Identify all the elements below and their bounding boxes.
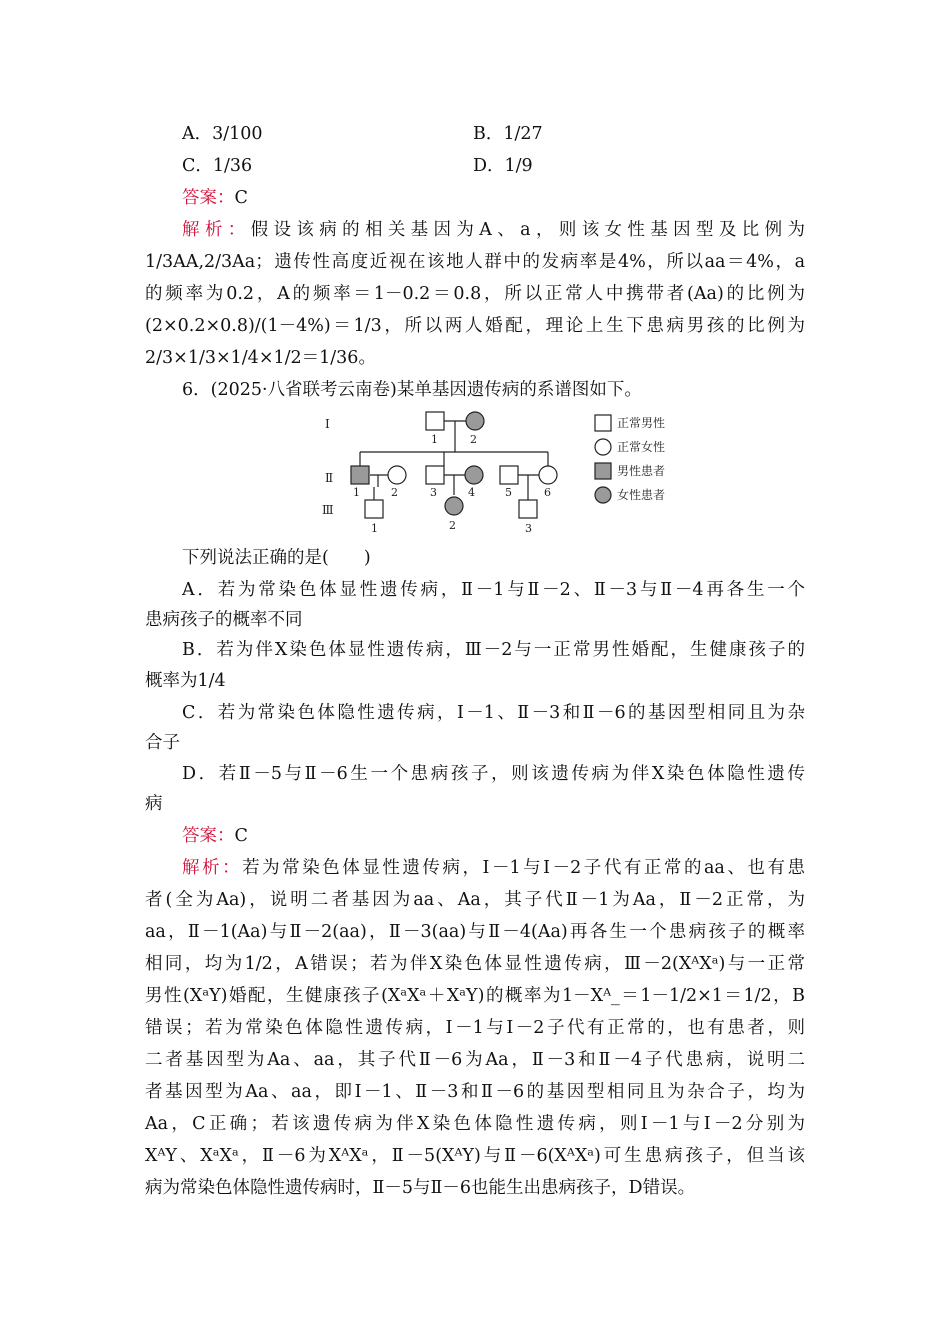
pedigree-male-normal <box>365 500 383 518</box>
pedigree-male-normal <box>426 466 444 484</box>
analysis6-line: XᴬY、XᵃXᵃ，Ⅱ－6为XᴬXᵃ，Ⅱ－5(XᴬY)与Ⅱ－6(XᴬXᵃ)可生患病孩子，但当该 <box>145 1146 805 1166</box>
choice-d-line: 病 <box>145 794 163 814</box>
answer-value: C <box>234 188 248 208</box>
analysis-label: 解析： <box>182 858 243 878</box>
analysis6-line: 者(全为Aa)，说明二者基因为aa、Aa，其子代Ⅱ－1为Aa，Ⅱ－2正常，为 <box>145 890 805 910</box>
gen-label: Ⅱ <box>325 471 334 485</box>
answer-label: 答案： <box>182 188 235 208</box>
choice-c-line: C．若为常染色体隐性遗传病，Ⅰ－1、Ⅱ－3和Ⅱ－6的基因型相同且为杂 <box>182 703 805 723</box>
analysis6-line: 相同，均为1/2，A错误；若为伴X染色体显性遗传病，Ⅲ－2(XᴬXᵃ)与一正常 <box>145 954 805 974</box>
answer-label: 答案： <box>182 826 235 846</box>
prev-answer <box>182 182 805 214</box>
legend-female-normal-icon <box>595 439 611 455</box>
individual-number: 4 <box>468 486 475 499</box>
prev-analysis-line: (2×0.2×0.8)/(1－4%)＝1/3，所以两人婚配，理论上生下患病男孩的比例为 <box>145 316 805 336</box>
pedigree-male-affected <box>351 466 369 484</box>
individual-number: 5 <box>505 486 512 499</box>
legend-female-affected-icon <box>595 487 611 503</box>
individual-number: 2 <box>391 486 398 499</box>
analysis6-line <box>182 852 805 884</box>
choice-a-line: A．若为常染色体显性遗传病，Ⅱ－1与Ⅱ－2、Ⅱ－3与Ⅱ－4再各生一个 <box>182 580 805 600</box>
pedigree-female-affected <box>445 497 463 515</box>
prev-analysis-line: 的频率为0.2，A的频率＝1－0.2＝0.8，所以正常人中携带者(Aa)的比例为 <box>145 284 805 304</box>
individual-number: 2 <box>470 433 477 446</box>
analysis6-line: Aa，C正确；若该遗传病为伴X染色体隐性遗传病，则Ⅰ－1与Ⅰ－2分别为 <box>145 1114 805 1134</box>
question-stem: 6．(2025·八省联考云南卷)某单基因遗传病的系谱图如下。 <box>182 380 642 400</box>
analysis6-line: 错误；若为常染色体隐性遗传病，Ⅰ－1与Ⅰ－2子代有正常的，也有患者，则 <box>145 1018 805 1038</box>
individual-number: 2 <box>449 519 456 532</box>
answer6 <box>182 820 805 852</box>
prev-analysis-line: 2/3×1/3×1/4×1/2＝1/36。 <box>145 348 376 368</box>
gen-label: Ⅲ <box>322 503 334 517</box>
pedigree-female-affected <box>465 466 483 484</box>
option-b: B．1/27 <box>473 124 543 144</box>
individual-number: 1 <box>353 486 360 499</box>
gen-label: Ⅰ <box>325 417 330 431</box>
choice-c-line: 合子 <box>145 733 180 753</box>
pedigree-chart <box>320 405 700 540</box>
pedigree-male-normal <box>500 466 518 484</box>
analysis-text: 假设该病的相关基因为A、a，则该女性基因型及比例为 <box>250 220 805 240</box>
pedigree-female-normal <box>388 466 406 484</box>
legend-label: 正常女性 <box>617 440 666 454</box>
option-d: D．1/9 <box>473 156 533 176</box>
pedigree-female-affected <box>466 412 484 430</box>
analysis-text: 若为常染色体显性遗传病，Ⅰ－1与Ⅰ－2子代有正常的aa、也有患 <box>242 858 805 878</box>
analysis-label: 解析： <box>182 220 251 240</box>
legend-label: 男性患者 <box>617 464 666 478</box>
analysis6-line: aa，Ⅱ－1(Aa)与Ⅱ－2(aa)，Ⅱ－3(aa)与Ⅱ－4(Aa)再各生一个患病孩子的概率 <box>145 922 805 942</box>
legend-label: 女性患者 <box>617 488 666 502</box>
analysis6-line: 病为常染色体隐性遗传病时，Ⅱ－5与Ⅱ－6也能生出患病孩子，D错误。 <box>145 1178 696 1198</box>
prev-analysis-line: 1/3AA,2/3Aa；遗传性高度近视在该地人群中的发病率是4%，所以aa＝4%，a <box>145 252 805 272</box>
pedigree-male-normal <box>426 412 444 430</box>
choice-d-line: D．若Ⅱ－5与Ⅱ－6生一个患病孩子，则该遗传病为伴X染色体隐性遗传 <box>182 764 805 784</box>
analysis6-line: 男性(XᵃY)婚配，生健康孩子(XᵃXᵃ＋XᵃY)的概率为1－Xᴬ_＝1－1/2×1＝1/2，B <box>145 986 805 1006</box>
prev-analysis-line <box>182 214 805 246</box>
pedigree-male-normal <box>519 500 537 518</box>
analysis6-line: 二者基因型为Aa、aa，其子代Ⅱ－6为Aa，Ⅱ－3和Ⅱ－4子代患病，说明二 <box>145 1050 805 1070</box>
legend-label: 正常男性 <box>617 416 666 430</box>
option-a: A．3/100 <box>182 124 263 144</box>
individual-number: 6 <box>544 486 551 499</box>
question-ask: 下列说法正确的是( ) <box>182 548 371 568</box>
option-c: C．1/36 <box>182 156 253 176</box>
choice-a-line: 患病孩子的概率不同 <box>145 610 303 630</box>
legend-male-affected-icon <box>595 463 611 479</box>
individual-number: 3 <box>525 522 532 535</box>
answer-value: C <box>234 826 248 846</box>
choice-b-line: 概率为1/4 <box>145 671 226 691</box>
legend-male-normal-icon <box>595 415 611 431</box>
pedigree-female-normal <box>539 466 557 484</box>
individual-number: 3 <box>430 486 437 499</box>
individual-number: 1 <box>431 433 438 446</box>
individual-number: 1 <box>371 522 378 535</box>
analysis6-line: 者基因型为Aa、aa，即Ⅰ－1、Ⅱ－3和Ⅱ－6的基因型相同且为杂合子，均为 <box>145 1082 805 1102</box>
choice-b-line: B．若为伴X染色体显性遗传病，Ⅲ－2与一正常男性婚配，生健康孩子的 <box>182 640 805 660</box>
